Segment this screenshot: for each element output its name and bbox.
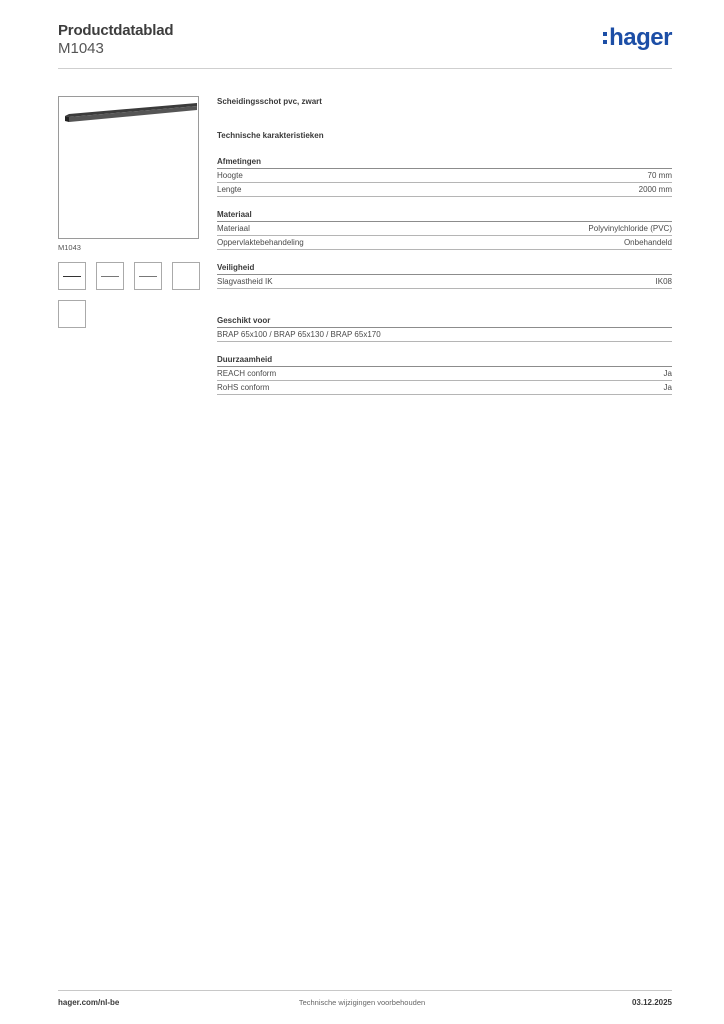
section-duurzaamheid (217, 354, 672, 395)
spec-row (217, 183, 672, 197)
spec-value: Ja (663, 383, 672, 392)
section-title: Materiaal (217, 209, 672, 222)
spec-row (217, 275, 672, 289)
page-header (58, 20, 672, 70)
footer-website-link[interactable]: hager.com/nl-be (58, 998, 120, 1007)
spec-label: RoHS conform (217, 383, 270, 392)
spec-label: Lengte (217, 185, 242, 194)
header-divider (58, 68, 672, 69)
section-title: Duurzaamheid (217, 354, 672, 367)
spec-row (217, 222, 672, 236)
spec-value: Onbehandeld (623, 238, 672, 247)
section-title: Veiligheid (217, 262, 672, 275)
section-title: Afmetingen (217, 156, 672, 169)
spec-value: 70 mm (647, 171, 672, 180)
spec-label: BRAP 65x100 / BRAP 65x130 / BRAP 65x170 (217, 330, 381, 339)
section-geschikt-voor (217, 315, 672, 342)
spec-value: Ja (663, 369, 672, 378)
spec-label: Oppervlaktebehandeling (217, 238, 304, 247)
product-code: M1043 (58, 40, 104, 57)
spec-row (217, 169, 672, 183)
thumbnail-1[interactable] (58, 262, 86, 290)
section-afmetingen (217, 156, 672, 197)
product-image (58, 96, 199, 239)
image-caption: M1043 (58, 243, 81, 252)
spec-value: IK08 (655, 277, 672, 286)
thumbnail-5[interactable] (58, 300, 86, 328)
section-title: Geschikt voor (217, 315, 672, 328)
thumbnail-4[interactable] (172, 262, 200, 290)
spec-row (217, 381, 672, 395)
section-veiligheid (217, 262, 672, 289)
hager-logo (603, 24, 672, 52)
footer-divider (58, 990, 672, 991)
section-materiaal (217, 209, 672, 250)
tech-characteristics-title: Technische karakteristieken (217, 131, 324, 140)
logo-text: hager (609, 24, 672, 51)
spec-value: 2000 mm (638, 185, 672, 194)
spec-label: Hoogte (217, 171, 243, 180)
logo-colon-icon (603, 32, 607, 44)
spec-label: Materiaal (217, 224, 250, 233)
thumbnail-2[interactable] (96, 262, 124, 290)
footer-notice: Technische wijzigingen voorbehouden (298, 998, 426, 1007)
page-title: Productdatablad (58, 22, 174, 39)
partition-strip-icon (59, 97, 200, 240)
spec-value: Polyvinylchloride (PVC) (588, 224, 672, 233)
spec-row (217, 236, 672, 250)
footer-date: 03.12.2025 (631, 998, 672, 1007)
thumbnail-3[interactable] (134, 262, 162, 290)
spec-row (217, 328, 672, 342)
product-description: Scheidingsschot pvc, zwart (217, 97, 322, 106)
spec-label: REACH conform (217, 369, 277, 378)
spec-row (217, 367, 672, 381)
spec-label: Slagvastheid IK (217, 277, 273, 286)
